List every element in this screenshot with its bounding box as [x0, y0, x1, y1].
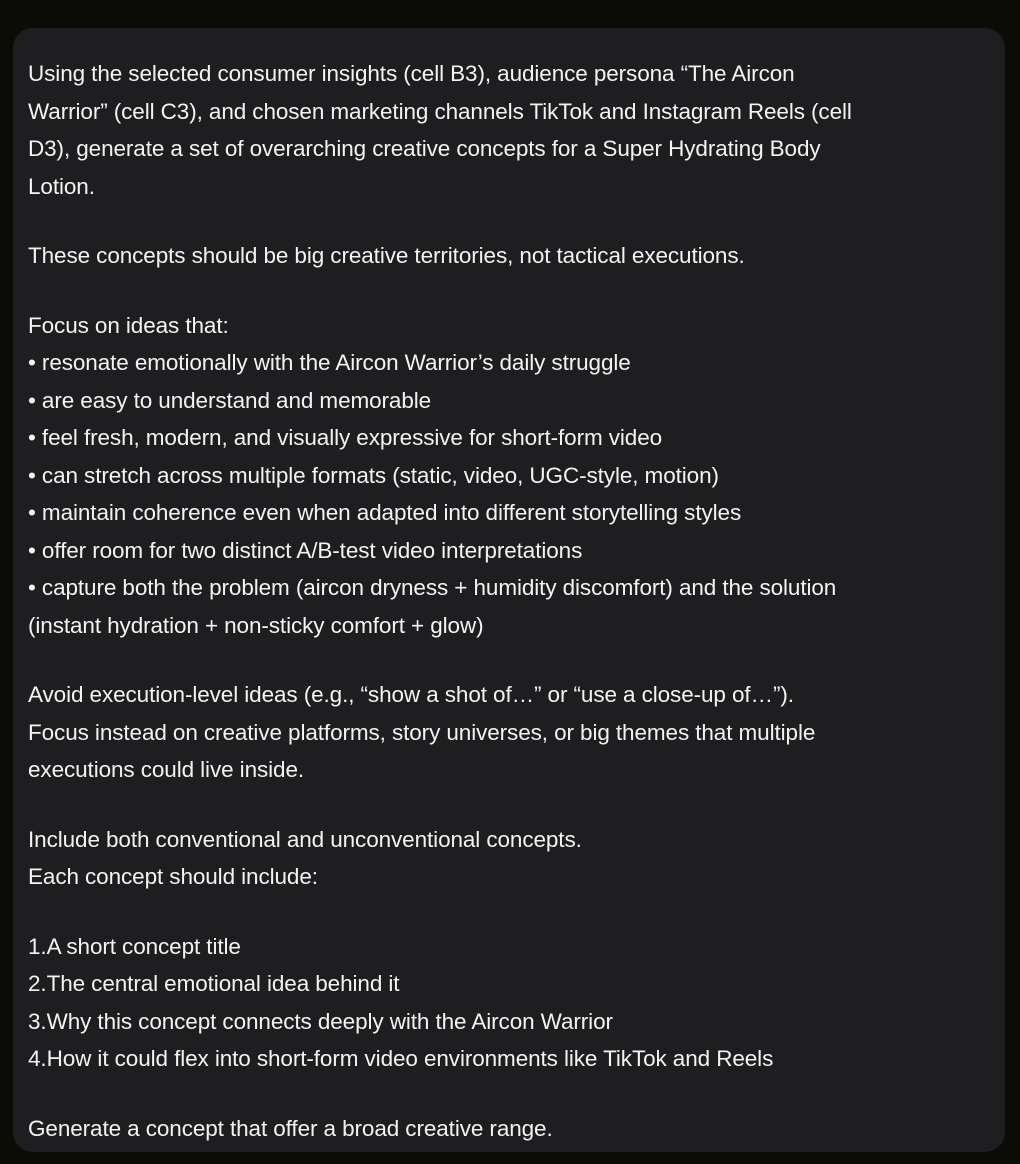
focus-bullet: • resonate emotionally with the Aircon Warrior’s daily struggle — [28, 350, 631, 375]
numbered-item: 2.The central emotional idea behind it — [28, 971, 400, 996]
message-intro — [28, 55, 990, 205]
message-line: D3), generate a set of overarching creative concepts for a Super Hydrating Body — [28, 136, 821, 161]
message-line: Each concept should include: — [28, 864, 318, 889]
numbered-item: 4.How it could flex into short-form video environments like TikTok and Reels — [28, 1046, 774, 1071]
message-line: Focus instead on creative platforms, story universes, or big themes that multiple — [28, 719, 816, 745]
message-line: Avoid execution-level ideas (e.g., “show a shot of…” or “use a close-up of…”). — [28, 682, 794, 707]
closing-line: Generate a concept that offer a broad creative range. — [28, 1115, 553, 1141]
focus-bullet: • are easy to understand and memorable — [28, 387, 432, 413]
focus-bullet-list — [28, 344, 990, 644]
message-line: Lotion. — [28, 173, 95, 199]
numbered-item: 3.Why this concept connects deeply with the Aircon Warrior — [28, 1008, 613, 1034]
message-scope: These concepts should be big creative territories, not tactical executions. — [28, 243, 745, 268]
focus-heading: Focus on ideas that: — [28, 312, 229, 338]
focus-bullet-continuation: (instant hydration + non-sticky comfort + glow) — [28, 612, 484, 638]
message-line: Warrior” (cell C3), and chosen marketing channels TikTok and Instagram Reels (cell — [28, 98, 852, 124]
focus-bullet: • can stretch across multiple formats (static, video, UGC-style, motion) — [28, 462, 719, 488]
focus-bullet: • offer room for two distinct A/B-test video interpretations — [28, 537, 583, 563]
focus-bullet: • maintain coherence even when adapted into different storytelling styles — [28, 500, 742, 525]
focus-bullet: • feel fresh, modern, and visually expressive for short-form video — [28, 425, 663, 450]
include-paragraph — [28, 821, 990, 896]
message-line: Using the selected consumer insights (cell B3), audience persona “The Aircon — [28, 61, 795, 86]
avoid-paragraph — [28, 676, 990, 789]
focus-bullet: • capture both the problem (aircon dryness + humidity discomfort) and the solution — [28, 575, 837, 600]
numbered-list — [28, 928, 990, 1078]
message-line: executions could live inside. — [28, 757, 305, 782]
numbered-item: 1.A short concept title — [28, 933, 241, 959]
user-message-bubble — [13, 28, 1005, 1152]
message-line: Include both conventional and unconventional concepts. — [28, 826, 582, 852]
